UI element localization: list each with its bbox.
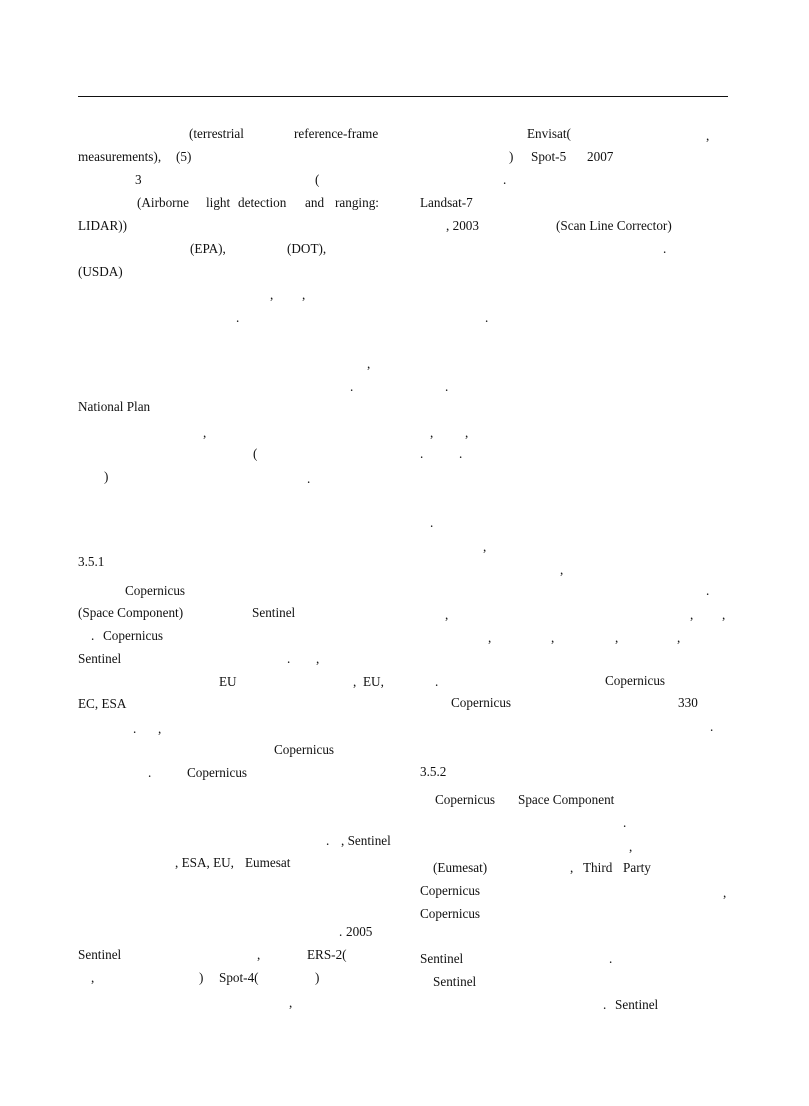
text-fragment: Copernicus: [187, 765, 248, 780]
text-fragment: Copernicus: [420, 883, 481, 898]
text-fragment: measurements),: [78, 149, 162, 164]
text-fragment: ,: [722, 607, 726, 622]
text-fragment: .: [420, 446, 424, 461]
text-fragment: Sentinel: [78, 947, 122, 962]
text-fragment: ,: [367, 356, 371, 371]
text-fragment: , ESA, EU,: [175, 855, 234, 870]
text-fragment: EU: [219, 674, 237, 689]
text-fragment: ,: [203, 425, 207, 440]
text-fragment: Sentinel: [252, 605, 296, 620]
text-fragment: .: [435, 674, 439, 689]
text-fragment: .: [350, 379, 354, 394]
text-fragment: Copernicus: [274, 742, 335, 757]
text-fragment: .: [710, 719, 714, 734]
text-fragment: Envisat(: [527, 126, 571, 141]
text-fragment: light: [206, 195, 231, 210]
section-heading-3-5-2: 3.5.2: [420, 764, 447, 779]
text-fragment: ): [104, 469, 109, 484]
text-fragment: ): [199, 970, 204, 985]
text-fragment: Sentinel: [615, 997, 659, 1012]
text-fragment: .: [236, 310, 240, 325]
text-fragment: .: [133, 721, 137, 736]
text-fragment: ,: [316, 651, 320, 666]
text-fragment: ,: [570, 860, 574, 875]
text-fragment: ,: [353, 674, 357, 689]
text-fragment: EU,: [363, 674, 384, 689]
text-fragment: .: [445, 379, 449, 394]
text-fragment: .: [287, 651, 291, 666]
text-fragment: (5): [176, 149, 192, 164]
text-fragment: National Plan: [78, 399, 151, 414]
text-fragment: .: [326, 833, 330, 848]
text-fragment: Sentinel: [78, 651, 122, 666]
text-fragment: ,: [615, 630, 619, 645]
text-fragment: 2005: [346, 924, 373, 939]
text-fragment: Copernicus: [125, 583, 186, 598]
text-fragment: LIDAR)): [78, 218, 128, 233]
text-fragment: (: [253, 446, 258, 461]
text-fragment: Copernicus: [451, 695, 512, 710]
text-fragment: Landsat-7: [420, 195, 473, 210]
text-fragment: .: [706, 583, 710, 598]
text-fragment: .: [307, 471, 311, 486]
text-fragment: ,: [289, 995, 293, 1010]
text-fragment: ,: [488, 630, 492, 645]
text-fragment: ,: [706, 128, 710, 143]
text-fragment: Spot-5: [531, 149, 567, 164]
text-fragment: (Airborne: [137, 195, 189, 210]
text-fragment: (: [315, 172, 320, 187]
section-heading-3-5-1: 3.5.1: [78, 554, 105, 569]
text-fragment: .: [430, 515, 434, 530]
text-fragment: .: [503, 172, 507, 187]
text-fragment: ,: [465, 425, 469, 440]
text-fragment: (terrestrial: [189, 126, 244, 141]
text-fragment: .: [623, 815, 627, 830]
text-fragment: ,: [302, 287, 306, 302]
text-fragment: ,: [723, 885, 727, 900]
text-fragment: (Eumesat): [433, 860, 488, 875]
text-fragment: ,: [677, 630, 681, 645]
text-fragment: 2007: [587, 149, 614, 164]
text-fragment: , Sentinel: [341, 833, 391, 848]
text-fragment: Third: [583, 860, 613, 875]
text-fragment: EC, ESA: [78, 696, 127, 711]
text-fragment: (EPA),: [190, 241, 226, 256]
text-fragment: ,: [483, 539, 487, 554]
text-fragment: , 2003: [446, 218, 479, 233]
text-fragment: .: [91, 628, 95, 643]
text-fragment: ): [315, 970, 320, 985]
text-fragment: ,: [629, 839, 633, 854]
text-fragment: .: [663, 241, 667, 256]
text-fragment: ,: [257, 947, 261, 962]
text-fragment: ,: [560, 562, 564, 577]
text-fragment: Eumesat: [245, 855, 291, 870]
text-fragment: .: [609, 951, 613, 966]
text-fragment: Copernicus: [605, 673, 666, 688]
text-fragment: Copernicus: [435, 792, 496, 807]
text-fragment: (USDA): [78, 264, 123, 279]
text-fragment: .: [459, 446, 463, 461]
text-fragment: 3: [135, 172, 142, 187]
text-fragment: detection: [238, 195, 287, 210]
text-fragment: (Scan Line Corrector): [556, 218, 672, 233]
text-fragment: .: [485, 310, 489, 325]
text-fragment: Party: [623, 860, 651, 875]
text-fragment: .: [603, 997, 607, 1012]
header-rule: [78, 96, 728, 97]
text-fragment: ,: [430, 425, 434, 440]
text-fragment: .: [148, 765, 152, 780]
text-fragment: ,: [445, 607, 449, 622]
text-fragment: (Space Component): [78, 605, 184, 620]
text-fragment: ranging:: [335, 195, 379, 210]
text-fragment: ,: [270, 287, 274, 302]
text-fragment: Sentinel: [420, 951, 464, 966]
text-fragment: .: [339, 924, 343, 939]
text-fragment: ): [509, 149, 514, 164]
text-fragment: Copernicus: [103, 628, 164, 643]
text-fragment: reference-frame: [294, 126, 379, 141]
text-fragment: ,: [551, 630, 555, 645]
text-fragment: ,: [690, 607, 694, 622]
text-fragment: Sentinel: [433, 974, 477, 989]
text-fragment: Copernicus: [420, 906, 481, 921]
text-fragment: and: [305, 195, 325, 210]
text-fragment: ,: [91, 970, 95, 985]
text-fragment: 330: [678, 695, 698, 710]
text-fragment: Space Component: [518, 792, 615, 807]
text-fragment: (DOT),: [287, 241, 327, 256]
text-fragment: Spot-4(: [219, 970, 259, 985]
text-fragment: ,: [158, 721, 162, 736]
text-fragment: ERS-2(: [307, 947, 347, 962]
